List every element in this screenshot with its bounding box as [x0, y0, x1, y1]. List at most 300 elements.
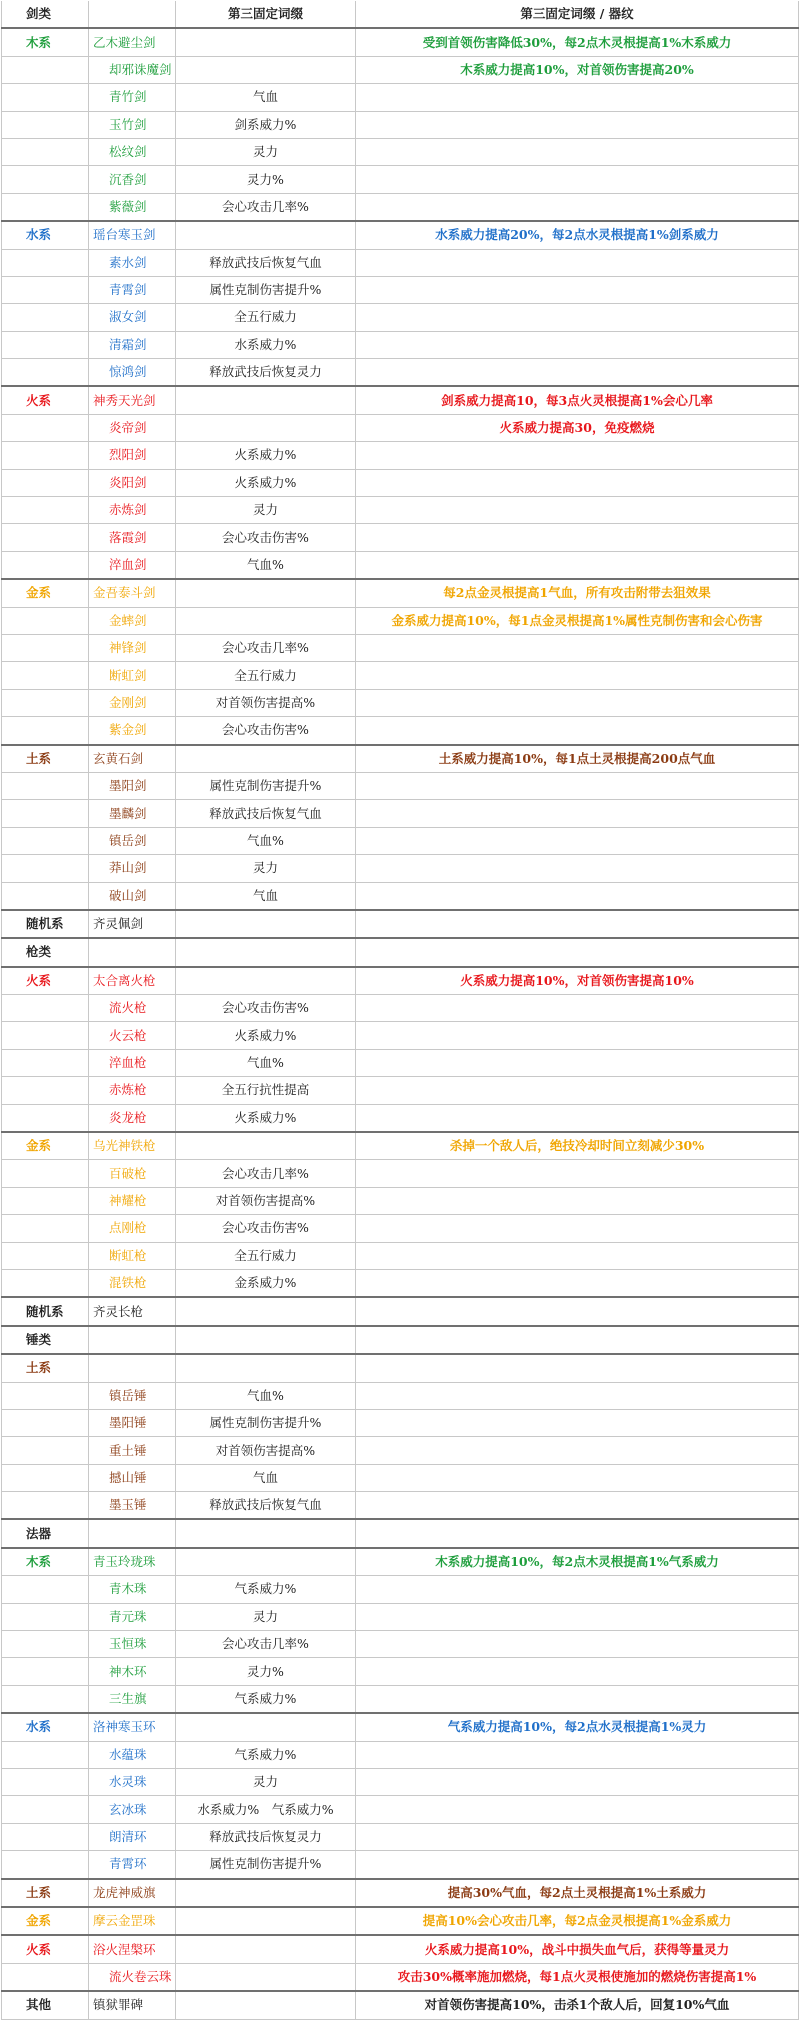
- table-row: [2, 1685, 799, 1713]
- special-affix-cell: [356, 276, 799, 303]
- weapon-name-cell: 却邪诛魔剑: [89, 56, 176, 83]
- category-cell: 剑类: [2, 1, 89, 28]
- third-affix-cell: [176, 745, 356, 773]
- third-affix-cell: [176, 579, 356, 607]
- category-cell: [2, 689, 89, 716]
- weapon-name-cell: 镇岳剑: [89, 827, 176, 854]
- table-row: [2, 772, 799, 799]
- category-cell: [2, 138, 89, 165]
- category-cell: [2, 1796, 89, 1823]
- special-affix-cell: 第三固定词缀 / 器纹: [356, 1, 799, 28]
- category-cell: [2, 111, 89, 138]
- table-row: [2, 1409, 799, 1436]
- weapon-name-cell: 素水剑: [89, 249, 176, 276]
- weapon-name-cell: 淑女剑: [89, 304, 176, 331]
- category-cell: 火系: [2, 967, 89, 995]
- weapon-name-cell: 淬血剑: [89, 551, 176, 579]
- third-affix-cell: 全五行威力: [176, 662, 356, 689]
- table-row: [2, 193, 799, 221]
- special-affix-cell: [356, 1741, 799, 1768]
- third-affix-cell: 灵力: [176, 138, 356, 165]
- weapon-name-cell: 神锋剑: [89, 634, 176, 661]
- category-cell: [2, 249, 89, 276]
- table-row: [2, 1492, 799, 1520]
- third-affix-cell: 会心攻击几率%: [176, 1631, 356, 1658]
- weapon-name-cell: 青竹剑: [89, 84, 176, 111]
- third-affix-cell: 释放武技后恢复气血: [176, 1492, 356, 1520]
- third-affix-cell: 灵力%: [176, 1658, 356, 1685]
- category-cell: [2, 1851, 89, 1879]
- special-affix-cell: 气系威力提高10%，每2点水灵根提高1%灵力: [356, 1713, 799, 1741]
- category-cell: [2, 607, 89, 634]
- special-affix-cell: [356, 1187, 799, 1214]
- weapon-name-cell: 沉香剑: [89, 166, 176, 193]
- third-affix-cell: 会心攻击几率%: [176, 193, 356, 221]
- third-affix-cell: [176, 386, 356, 414]
- special-affix-cell: [356, 1022, 799, 1049]
- weapon-name-cell: 浴火涅槃环: [89, 1935, 176, 1963]
- weapon-name-cell: 洛神寒玉环: [89, 1713, 176, 1741]
- category-cell: 其他: [2, 1991, 89, 2019]
- table-row: [2, 1382, 799, 1409]
- third-affix-cell: 会心攻击伤害%: [176, 717, 356, 745]
- table-row: [2, 607, 799, 634]
- special-affix-cell: [356, 1492, 799, 1520]
- category-cell: [2, 276, 89, 303]
- table-row: [2, 1741, 799, 1768]
- table-row: [2, 1049, 799, 1076]
- category-cell: 土系: [2, 1354, 89, 1382]
- weapon-name-cell: 炎龙枪: [89, 1104, 176, 1132]
- special-affix-cell: [356, 138, 799, 165]
- special-affix-cell: [356, 1464, 799, 1491]
- weapon-name-cell: [89, 1, 176, 28]
- third-affix-cell: [176, 56, 356, 83]
- weapon-name-cell: 水蕴珠: [89, 1741, 176, 1768]
- category-cell: [2, 772, 89, 799]
- weapon-name-cell: 流火卷云珠: [89, 1963, 176, 1991]
- third-affix-cell: [176, 1935, 356, 1963]
- weapon-name-cell: [89, 1519, 176, 1547]
- table-row: [2, 717, 799, 745]
- category-cell: [2, 1187, 89, 1214]
- weapon-name-cell: 烈阳剑: [89, 442, 176, 469]
- weapon-name-cell: 点刚枪: [89, 1215, 176, 1242]
- weapon-name-cell: 墨阳剑: [89, 772, 176, 799]
- special-affix-cell: [356, 551, 799, 579]
- table-row: [2, 1907, 799, 1935]
- weapon-name-cell: [89, 1326, 176, 1354]
- special-affix-cell: 剑系威力提高10，每3点火灵根提高1%会心几率: [356, 386, 799, 414]
- table-row: [2, 1603, 799, 1630]
- third-affix-cell: 属性克制伤害提升%: [176, 276, 356, 303]
- weapon-name-cell: 紫金剑: [89, 717, 176, 745]
- table-row: [2, 967, 799, 995]
- third-affix-cell: [176, 1991, 356, 2019]
- weapon-name-cell: 镇狱罪碑: [89, 1991, 176, 2019]
- category-cell: [2, 84, 89, 111]
- special-affix-cell: [356, 111, 799, 138]
- table-row: [2, 1823, 799, 1850]
- category-cell: [2, 359, 89, 387]
- special-affix-cell: [356, 1769, 799, 1796]
- third-affix-cell: 剑系威力%: [176, 111, 356, 138]
- weapon-name-cell: 断虹枪: [89, 1242, 176, 1269]
- third-affix-cell: 金系威力%: [176, 1269, 356, 1297]
- table-row: [2, 249, 799, 276]
- category-cell: 土系: [2, 745, 89, 773]
- category-cell: [2, 1077, 89, 1104]
- table-row: [2, 524, 799, 551]
- category-cell: [2, 524, 89, 551]
- category-cell: [2, 662, 89, 689]
- special-affix-cell: [356, 249, 799, 276]
- weapon-name-cell: 乙木避尘剑: [89, 28, 176, 56]
- category-cell: [2, 497, 89, 524]
- third-affix-cell: 灵力: [176, 855, 356, 882]
- third-affix-cell: [176, 1907, 356, 1935]
- table-row: [2, 1354, 799, 1382]
- third-affix-cell: 释放武技后恢复气血: [176, 800, 356, 827]
- third-affix-cell: [176, 938, 356, 966]
- table-row: [2, 1104, 799, 1132]
- special-affix-cell: 对首领伤害提高10%，击杀1个敌人后，回复10%气血: [356, 1991, 799, 2019]
- category-cell: [2, 882, 89, 910]
- weapon-name-cell: 青元珠: [89, 1603, 176, 1630]
- special-affix-cell: [356, 1603, 799, 1630]
- table-row: [2, 662, 799, 689]
- third-affix-cell: 水系威力%: [176, 331, 356, 358]
- weapon-name-cell: 玄黄石剑: [89, 745, 176, 773]
- category-cell: [2, 304, 89, 331]
- weapon-name-cell: 神秀天光剑: [89, 386, 176, 414]
- third-affix-cell: 气血%: [176, 1382, 356, 1409]
- special-affix-cell: [356, 1685, 799, 1713]
- category-cell: [2, 1769, 89, 1796]
- table-row: [2, 84, 799, 111]
- third-affix-cell: 属性克制伤害提升%: [176, 1851, 356, 1879]
- third-affix-cell: 火系威力%: [176, 1104, 356, 1132]
- weapon-name-cell: 玉恒珠: [89, 1631, 176, 1658]
- weapon-name-cell: 瑶台寒玉剑: [89, 221, 176, 249]
- third-affix-cell: 气血: [176, 882, 356, 910]
- special-affix-cell: [356, 1382, 799, 1409]
- third-affix-cell: 全五行抗性提高: [176, 1077, 356, 1104]
- category-cell: 锤类: [2, 1326, 89, 1354]
- third-affix-cell: 会心攻击伤害%: [176, 995, 356, 1022]
- category-cell: [2, 1685, 89, 1713]
- table-row: [2, 827, 799, 854]
- weapon-name-cell: 破山剑: [89, 882, 176, 910]
- table-row: [2, 1077, 799, 1104]
- third-affix-cell: [176, 221, 356, 249]
- third-affix-cell: [176, 1879, 356, 1907]
- special-affix-cell: [356, 1297, 799, 1325]
- third-affix-cell: [176, 1297, 356, 1325]
- weapon-name-cell: 齐灵长枪: [89, 1297, 176, 1325]
- third-affix-cell: [176, 1132, 356, 1160]
- special-affix-cell: 木系威力提高10%，每2点木灵根提高1%气系威力: [356, 1548, 799, 1576]
- third-affix-cell: [176, 1963, 356, 1991]
- third-affix-cell: 火系威力%: [176, 1022, 356, 1049]
- table-row: [2, 111, 799, 138]
- weapon-name-cell: 混铁枪: [89, 1269, 176, 1297]
- category-cell: [2, 995, 89, 1022]
- category-cell: [2, 1022, 89, 1049]
- table-row: [2, 304, 799, 331]
- category-cell: [2, 1382, 89, 1409]
- category-cell: [2, 1464, 89, 1491]
- special-affix-cell: [356, 193, 799, 221]
- category-cell: 随机系: [2, 1297, 89, 1325]
- third-affix-cell: 会心攻击伤害%: [176, 1215, 356, 1242]
- special-affix-cell: [356, 524, 799, 551]
- table-row: [2, 221, 799, 249]
- special-affix-cell: [356, 1851, 799, 1879]
- category-cell: [2, 827, 89, 854]
- special-affix-cell: 水系威力提高20%，每2点水灵根提高1%剑系威力: [356, 221, 799, 249]
- special-affix-cell: [356, 497, 799, 524]
- category-cell: [2, 1269, 89, 1297]
- category-cell: [2, 331, 89, 358]
- special-affix-cell: [356, 1215, 799, 1242]
- table-row: [2, 331, 799, 358]
- special-affix-cell: 土系威力提高10%，每1点土灵根提高200点气血: [356, 745, 799, 773]
- third-affix-cell: 灵力: [176, 497, 356, 524]
- weapon-name-cell: 火云枪: [89, 1022, 176, 1049]
- weapon-name-cell: 太合离火枪: [89, 967, 176, 995]
- category-cell: [2, 1160, 89, 1187]
- table-row: [2, 689, 799, 716]
- third-affix-cell: [176, 607, 356, 634]
- table-row: [2, 166, 799, 193]
- category-cell: [2, 1409, 89, 1436]
- special-affix-cell: 木系威力提高10%，对首领伤害提高20%: [356, 56, 799, 83]
- special-affix-cell: [356, 442, 799, 469]
- special-affix-cell: [356, 469, 799, 496]
- category-cell: [2, 1603, 89, 1630]
- table-row: [2, 1437, 799, 1464]
- category-cell: [2, 1741, 89, 1768]
- third-affix-cell: 释放武技后恢复灵力: [176, 359, 356, 387]
- special-affix-cell: [356, 855, 799, 882]
- third-affix-cell: 第三固定词缀: [176, 1, 356, 28]
- weapon-name-cell: 乌光神铁枪: [89, 1132, 176, 1160]
- category-cell: 土系: [2, 1879, 89, 1907]
- table-row: [2, 1269, 799, 1297]
- special-affix-cell: [356, 1631, 799, 1658]
- third-affix-cell: 灵力: [176, 1603, 356, 1630]
- table-row: [2, 910, 799, 938]
- table-row: [2, 1326, 799, 1354]
- weapon-name-cell: 落霞剑: [89, 524, 176, 551]
- table-row: [2, 1242, 799, 1269]
- third-affix-cell: 全五行威力: [176, 304, 356, 331]
- table-row: [2, 497, 799, 524]
- special-affix-cell: 受到首领伤害降低30%，每2点木灵根提高1%木系威力: [356, 28, 799, 56]
- third-affix-cell: 火系威力%: [176, 469, 356, 496]
- weapon-name-cell: 撼山锤: [89, 1464, 176, 1491]
- category-cell: 木系: [2, 28, 89, 56]
- special-affix-cell: [356, 772, 799, 799]
- weapon-name-cell: 镇岳锤: [89, 1382, 176, 1409]
- category-cell: 金系: [2, 1132, 89, 1160]
- third-affix-cell: [176, 28, 356, 56]
- category-cell: 水系: [2, 1713, 89, 1741]
- special-affix-cell: 攻击30%概率施加燃烧，每1点火灵根使施加的燃烧伤害提高1%: [356, 1963, 799, 1991]
- special-affix-cell: 火系威力提高10%，战斗中损失血气后，获得等量灵力: [356, 1935, 799, 1963]
- table-row: [2, 1548, 799, 1576]
- table-row: [2, 1215, 799, 1242]
- weapon-name-cell: 淬血枪: [89, 1049, 176, 1076]
- special-affix-cell: 每2点金灵根提高1气血，所有攻击附带去狙效果: [356, 579, 799, 607]
- table-row: [2, 442, 799, 469]
- table-row: [2, 1935, 799, 1963]
- special-affix-cell: [356, 662, 799, 689]
- special-affix-cell: [356, 1437, 799, 1464]
- table-row: [2, 1879, 799, 1907]
- weapon-name-cell: 松纹剑: [89, 138, 176, 165]
- third-affix-cell: 属性克制伤害提升%: [176, 772, 356, 799]
- category-cell: 法器: [2, 1519, 89, 1547]
- weapon-name-cell: 重土锤: [89, 1437, 176, 1464]
- category-cell: [2, 1437, 89, 1464]
- special-affix-cell: 火系威力提高30，免疫燃烧: [356, 414, 799, 441]
- third-affix-cell: [176, 1354, 356, 1382]
- table-row: [2, 551, 799, 579]
- special-affix-cell: [356, 1077, 799, 1104]
- weapon-name-cell: 龙虎神威旗: [89, 1879, 176, 1907]
- category-cell: [2, 551, 89, 579]
- third-affix-cell: 释放武技后恢复灵力: [176, 1823, 356, 1850]
- third-affix-cell: 会心攻击几率%: [176, 1160, 356, 1187]
- weapon-name-cell: 墨玉锤: [89, 1492, 176, 1520]
- table-row: [2, 855, 799, 882]
- weapon-name-cell: 玉竹剑: [89, 111, 176, 138]
- third-affix-cell: 水系威力% 气系威力%: [176, 1796, 356, 1823]
- table-row: [2, 1963, 799, 1991]
- third-affix-cell: 会心攻击几率%: [176, 634, 356, 661]
- third-affix-cell: 气血%: [176, 551, 356, 579]
- special-affix-cell: [356, 1354, 799, 1382]
- table-row: [2, 1576, 799, 1603]
- weapon-name-cell: 青霄环: [89, 1851, 176, 1879]
- weapon-affix-table: [1, 1, 799, 2020]
- category-cell: 金系: [2, 579, 89, 607]
- table-row: [2, 1160, 799, 1187]
- weapon-name-cell: [89, 938, 176, 966]
- category-cell: 枪类: [2, 938, 89, 966]
- third-affix-cell: 会心攻击伤害%: [176, 524, 356, 551]
- special-affix-cell: [356, 84, 799, 111]
- table-row: [2, 1132, 799, 1160]
- weapon-name-cell: 墨阳锤: [89, 1409, 176, 1436]
- category-cell: 火系: [2, 386, 89, 414]
- weapon-name-cell: 紫薇剑: [89, 193, 176, 221]
- special-affix-cell: [356, 1269, 799, 1297]
- special-affix-cell: 杀掉一个敌人后，绝技冷却时间立刻减少30%: [356, 1132, 799, 1160]
- category-cell: [2, 1242, 89, 1269]
- weapon-name-cell: 青木珠: [89, 1576, 176, 1603]
- table-row: [2, 1631, 799, 1658]
- special-affix-cell: [356, 1519, 799, 1547]
- third-affix-cell: 对首领伤害提高%: [176, 1437, 356, 1464]
- weapon-name-cell: 摩云金罡珠: [89, 1907, 176, 1935]
- table-row: [2, 995, 799, 1022]
- special-affix-cell: [356, 717, 799, 745]
- weapon-name-cell: 清霜剑: [89, 331, 176, 358]
- third-affix-cell: 气系威力%: [176, 1685, 356, 1713]
- category-cell: [2, 56, 89, 83]
- special-affix-cell: [356, 1409, 799, 1436]
- special-affix-cell: [356, 634, 799, 661]
- weapon-name-cell: 赤炼枪: [89, 1077, 176, 1104]
- special-affix-cell: [356, 910, 799, 938]
- third-affix-cell: [176, 1713, 356, 1741]
- third-affix-cell: 气系威力%: [176, 1741, 356, 1768]
- table-row: [2, 359, 799, 387]
- table-header-row: [2, 1, 799, 28]
- category-cell: [2, 166, 89, 193]
- special-affix-cell: [356, 1160, 799, 1187]
- category-cell: [2, 414, 89, 441]
- weapon-name-cell: 金吾泰斗剑: [89, 579, 176, 607]
- table-row: [2, 56, 799, 83]
- special-affix-cell: [356, 800, 799, 827]
- category-cell: [2, 1104, 89, 1132]
- third-affix-cell: [176, 414, 356, 441]
- third-affix-cell: 对首领伤害提高%: [176, 689, 356, 716]
- table-row: [2, 745, 799, 773]
- special-affix-cell: [356, 882, 799, 910]
- category-cell: 水系: [2, 221, 89, 249]
- category-cell: [2, 1963, 89, 1991]
- weapon-name-cell: 墨麟剑: [89, 800, 176, 827]
- category-cell: [2, 717, 89, 745]
- weapon-name-cell: 齐灵佩剑: [89, 910, 176, 938]
- weapon-name-cell: [89, 1354, 176, 1382]
- weapon-name-cell: 百破枪: [89, 1160, 176, 1187]
- special-affix-cell: [356, 689, 799, 716]
- third-affix-cell: [176, 967, 356, 995]
- table-row: [2, 882, 799, 910]
- table-row: [2, 938, 799, 966]
- weapon-name-cell: 莽山剑: [89, 855, 176, 882]
- weapon-name-cell: 青霄剑: [89, 276, 176, 303]
- category-cell: 木系: [2, 1548, 89, 1576]
- third-affix-cell: 灵力: [176, 1769, 356, 1796]
- table-row: [2, 1519, 799, 1547]
- special-affix-cell: 提高10%会心攻击几率，每2点金灵根提高1%金系威力: [356, 1907, 799, 1935]
- third-affix-cell: [176, 1326, 356, 1354]
- table-row: [2, 1658, 799, 1685]
- category-cell: [2, 634, 89, 661]
- table-row: [2, 579, 799, 607]
- weapon-name-cell: 惊鸿剑: [89, 359, 176, 387]
- weapon-name-cell: 水灵珠: [89, 1769, 176, 1796]
- weapon-name-cell: 三生旗: [89, 1685, 176, 1713]
- third-affix-cell: 对首领伤害提高%: [176, 1187, 356, 1214]
- weapon-name-cell: 断虹剑: [89, 662, 176, 689]
- third-affix-cell: 全五行威力: [176, 1242, 356, 1269]
- third-affix-cell: [176, 910, 356, 938]
- special-affix-cell: [356, 1658, 799, 1685]
- special-affix-cell: [356, 1823, 799, 1850]
- special-affix-cell: [356, 166, 799, 193]
- third-affix-cell: 气血: [176, 1464, 356, 1491]
- category-cell: 火系: [2, 1935, 89, 1963]
- special-affix-cell: [356, 1049, 799, 1076]
